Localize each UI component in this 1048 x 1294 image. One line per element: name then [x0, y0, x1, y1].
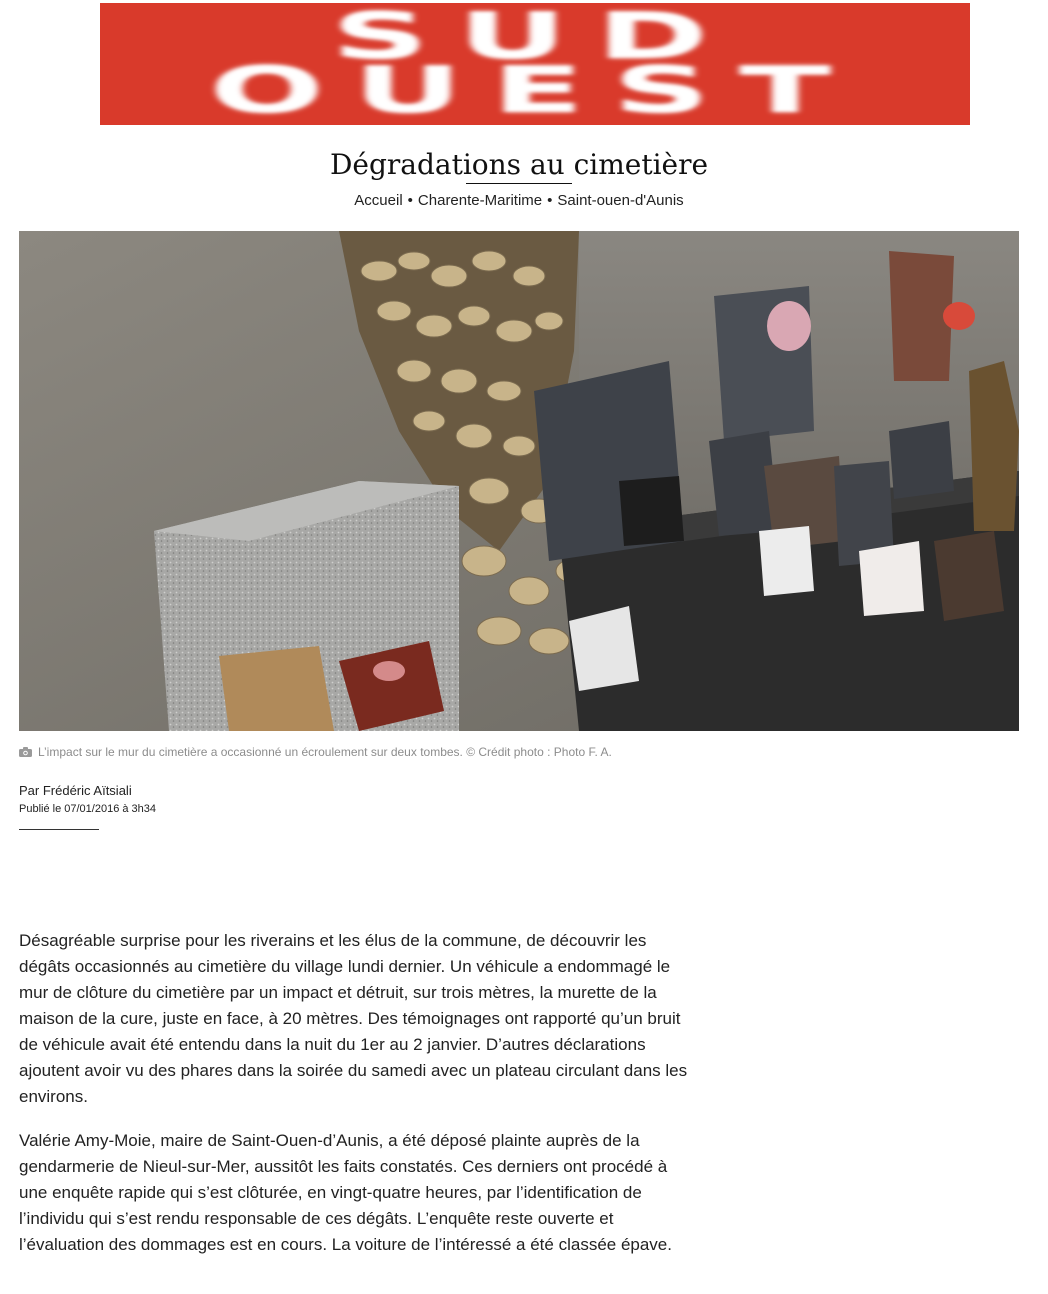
article-body	[19, 928, 689, 1276]
breadcrumb-item-accueil[interactable]: Accueil	[354, 192, 403, 209]
breadcrumb-item-charente-maritime[interactable]: Charente-Maritime	[417, 192, 543, 209]
breadcrumb-separator: •	[407, 192, 413, 209]
article-title: Dégradations au cimetière	[329, 148, 709, 181]
sud-ouest-logo[interactable]	[100, 3, 970, 125]
breadcrumb	[0, 192, 1038, 209]
published-date: Publié le 07/01/2016 à 3h34	[19, 803, 157, 815]
breadcrumb-separator: •	[547, 192, 553, 209]
article-photo[interactable]	[19, 231, 1019, 731]
camera-icon	[19, 747, 32, 757]
photo-caption	[19, 745, 612, 759]
logo-line-1: SUD	[332, 3, 738, 74]
paragraph-1: Désagréable surprise pour les riverains et les élus de la commune, de découvrir les dégâts occasionnés au cimetière du village lundi dernier. Un véhicule a endommagé le mur de clôture du cimetière par un impact et détruit, sur trois mètres, la murette de la maison de la cure, juste en face, à 20 mètres. Des témoignages ont rapporté qu’un bruit de véhicule avait été entendu dans la nuit du 1er au 2 janvier. D’autres déclarations ajoutent avoir vu des phares dans la soirée du samedi avec un plateau circulant dans les environs.	[19, 931, 688, 1106]
title-underline	[466, 183, 572, 184]
breadcrumb-item-saint-ouen[interactable]: Saint-ouen-d'Aunis	[557, 192, 684, 209]
logo-line-2: OUEST	[209, 54, 861, 125]
paragraph-2: Valérie Amy-Moie, maire de Saint-Ouen-d’Aunis, a été déposé plainte auprès de la gendarmerie de Nieul-sur-Mer, aussitôt les faits constatés. Ces derniers ont procédé à une enquête rapide qui s’est clôturée, en vingt-quatre heures, par l’identification de l’individu qui s’est rendu responsable de ces dégâts. L’enquête reste ouverte et l’évaluation des dommages est en cours. La voiture de l’intéressé a été classée épave.	[19, 1131, 672, 1254]
divider	[19, 829, 99, 830]
caption-text: L’impact sur le mur du cimetière a occasionné un écroulement sur deux tombes. © Crédit photo : Photo F. A.	[38, 745, 612, 759]
author-byline[interactable]: Par Frédéric Aïtsiali	[19, 783, 132, 798]
